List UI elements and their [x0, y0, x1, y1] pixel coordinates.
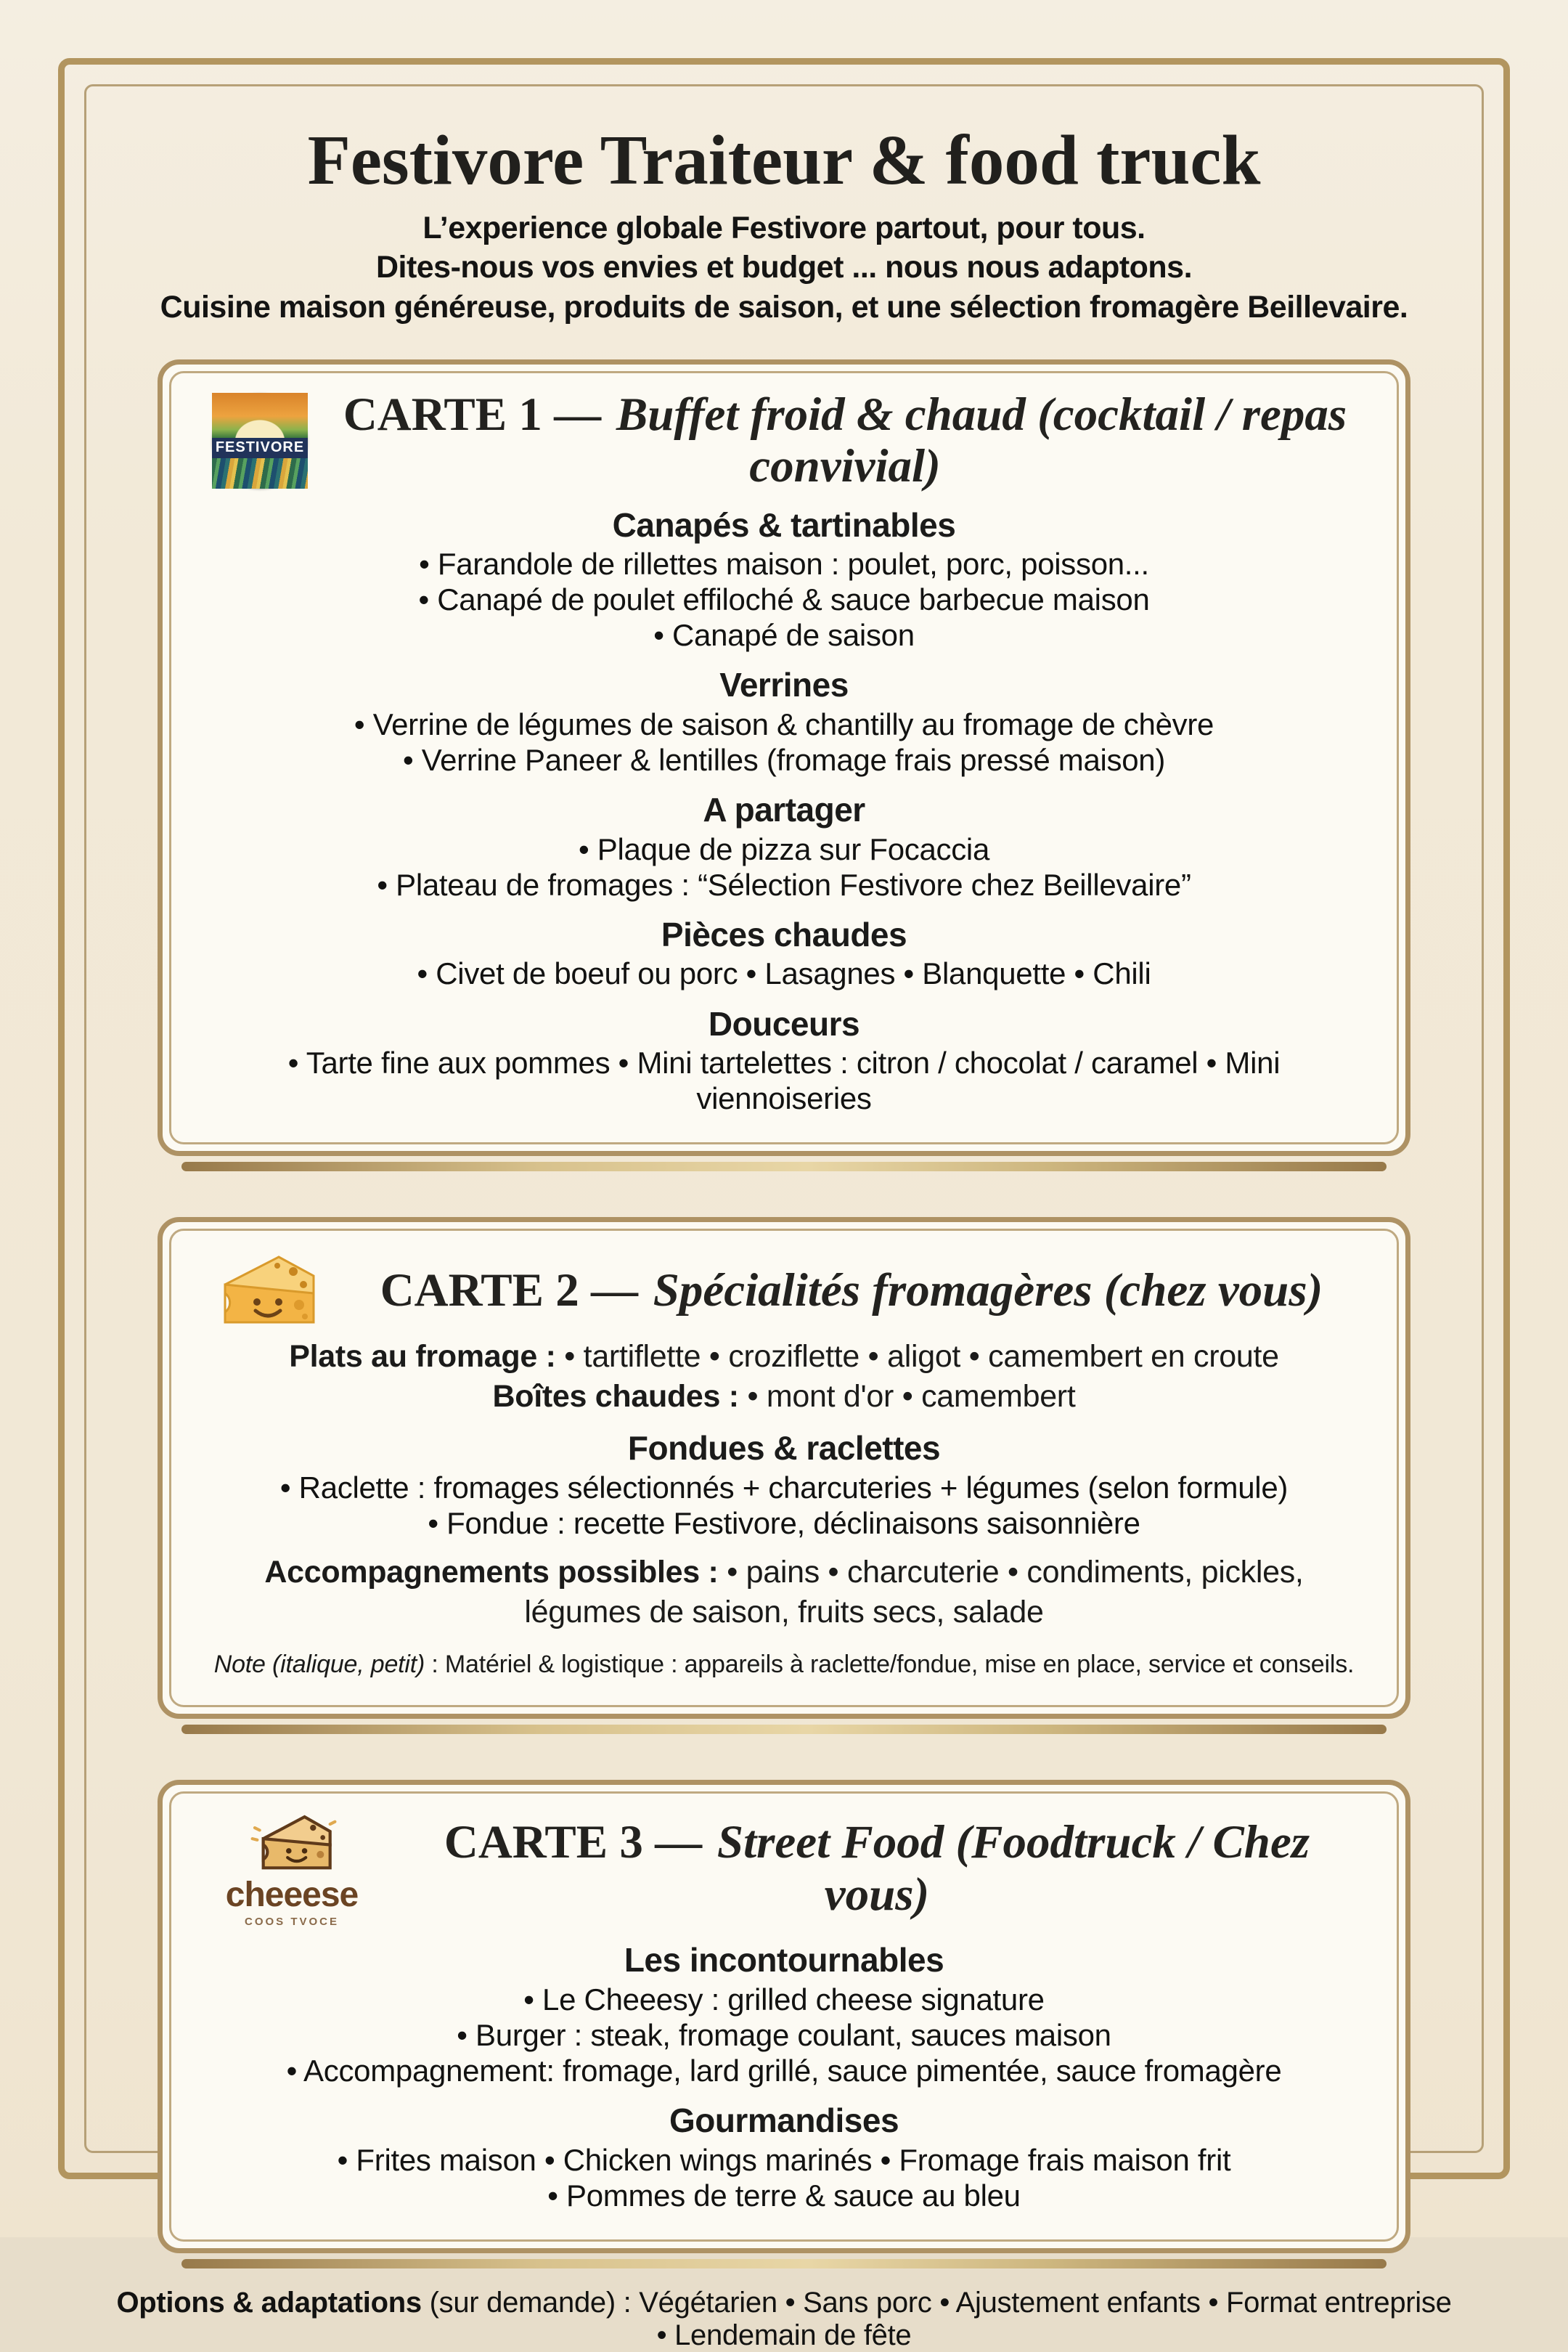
festivore-logo-icon — [212, 393, 308, 489]
menu-item: • Verrine Paneer & lentilles (fromage frais pressé maison) — [402, 743, 1166, 778]
section-heading-pieces-chaudes: Pièces chaudes — [661, 915, 907, 953]
menu-item: • Le Cheeesy : grilled cheese signature — [523, 1982, 1045, 2017]
lead-line-boites — [212, 1377, 1356, 1417]
carte-1-card-inner — [169, 371, 1399, 1145]
cheeese-brand-tagline: COOS TVOCE — [244, 1916, 339, 1929]
menu-item: • Plateau de fromages : “Sélection Festivore chez Beillevaire” — [377, 867, 1191, 902]
options-footer-line — [109, 2287, 1459, 2352]
carte-3-title — [398, 1817, 1356, 1921]
carte-3-card-inner — [169, 1791, 1399, 2242]
lead-values: • tartiflette • croziflette • aligot • camembert en croute — [555, 1339, 1279, 1375]
carte-1-title-label: CARTE 1 — — [343, 388, 602, 441]
cheese-wedge-icon — [212, 1247, 321, 1334]
options-footer-values: (sur demande) : Végétarien • Sans porc • Ajustement enfants • Format entreprise • Lendemain de fête — [421, 2287, 1452, 2352]
section-heading-fondues: Fondues & raclettes — [627, 1429, 941, 1468]
carte-1-header — [212, 389, 1356, 493]
menu-item: • Plaque de pizza sur Focaccia — [579, 831, 989, 866]
festivore-logo-waves — [212, 458, 308, 489]
carte-3-title-label: CARTE 3 — — [444, 1816, 703, 1869]
carte-3-card — [158, 1780, 1410, 2253]
carte-2-title-subtitle: Spécialités fromagères (chez vous) — [653, 1264, 1323, 1317]
section-heading-incontournables: Les incontournables — [624, 1941, 944, 1979]
cheeese-wedge-icon — [245, 1810, 339, 1876]
accompagnements-values: • pains • charcuterie • condiments, pickles, légumes de saison, fruits secs, salade — [524, 1555, 1304, 1629]
menu-item: • Civet de boeuf ou porc • Lasagnes • Blanquette • Chili — [417, 956, 1151, 991]
section-heading-verrines: Verrines — [719, 666, 849, 704]
carte-2-title — [347, 1265, 1356, 1317]
carte-1-card — [158, 359, 1410, 1157]
section-heading-gourmandises: Gourmandises — [669, 2101, 899, 2140]
lead-label: Plats au fromage : — [289, 1339, 556, 1375]
section-heading-a-partager: A partager — [703, 791, 865, 829]
carte-2-card — [158, 1217, 1410, 1719]
page-title: Festivore Traiteur & food truck — [307, 121, 1261, 199]
festivore-logo-band — [212, 438, 308, 458]
menu-item: • Canapé de poulet effiloché & sauce barbecue maison — [418, 582, 1150, 617]
subtitle-line-2: Dites-nous vos envies et budget ... nous nous adaptons. — [375, 250, 1193, 285]
lead-values: • mont d'or • camembert — [738, 1378, 1076, 1414]
carte-1-title — [334, 389, 1356, 493]
festivore-logo-text: FESTIVORE — [215, 439, 305, 456]
cheeese-brand-logo — [212, 1810, 372, 1928]
menu-item: • Raclette : fromages sélectionnés + charcuteries + légumes (selon formule) — [279, 1470, 1289, 1505]
options-footer-label: Options & adaptations — [116, 2287, 422, 2319]
carte-2-header — [212, 1247, 1356, 1334]
festivore-logo-sunset — [212, 393, 308, 438]
subtitle-line-3: Cuisine maison généreuse, produits de saison, et une sélection fromagère Beillevaire. — [160, 289, 1408, 325]
note-label: Note (italique, petit) — [213, 1651, 425, 1679]
menu-item: • Burger : steak, fromage coulant, sauces maison — [457, 2018, 1111, 2053]
menu-item: • Fondue : recette Festivore, déclinaisons saisonnière — [428, 1506, 1140, 1541]
carte-2-card-inner — [169, 1229, 1399, 1707]
page-subtitle — [109, 208, 1459, 327]
menu-item: • Accompagnement: fromage, lard grillé, sauce pimentée, sauce fromagère — [286, 2054, 1282, 2088]
section-heading-canapes: Canapés & tartinables — [612, 505, 956, 544]
lead-line-plats — [212, 1337, 1356, 1377]
menu-item: • Canapé de saison — [653, 618, 915, 653]
menu-item: • Pommes de terre & sauce au bleu — [547, 2178, 1021, 2213]
menu-item: • Verrine de légumes de saison & chantilly au fromage de chèvre — [354, 707, 1214, 741]
lead-label: Boîtes chaudes : — [492, 1378, 739, 1414]
accompagnements-line — [247, 1553, 1321, 1632]
carte-1-title-subtitle: Buffet froid & chaud (cocktail / repas convivial) — [616, 388, 1347, 493]
section-heading-douceurs: Douceurs — [708, 1004, 860, 1043]
subtitle-line-1: L’experience globale Festivore partout, pour tous. — [422, 210, 1146, 245]
menu-item: • Farandole de rillettes maison : poulet, porc, poisson... — [419, 547, 1149, 582]
cheeese-brand-name: cheeese — [225, 1876, 359, 1915]
note-text: : Matériel & logistique : appareils à raclette/fondue, mise en place, service et conseils. — [425, 1651, 1355, 1679]
carte-3-header — [212, 1810, 1356, 1928]
accompagnements-label: Accompagnements possibles : — [264, 1555, 719, 1590]
menu-item: • Tarte fine aux pommes • Mini tartelettes : citron / chocolat / caramel • Mini viennoiseries — [287, 1046, 1281, 1116]
carte-3-title-subtitle: Street Food (Foodtruck / Chez vous) — [716, 1816, 1310, 1921]
menu-item: • Frites maison • Chicken wings marinés • Fromage frais maison frit — [337, 2142, 1231, 2177]
note-line — [212, 1651, 1356, 1679]
carte-2-title-label: CARTE 2 — — [380, 1264, 638, 1317]
